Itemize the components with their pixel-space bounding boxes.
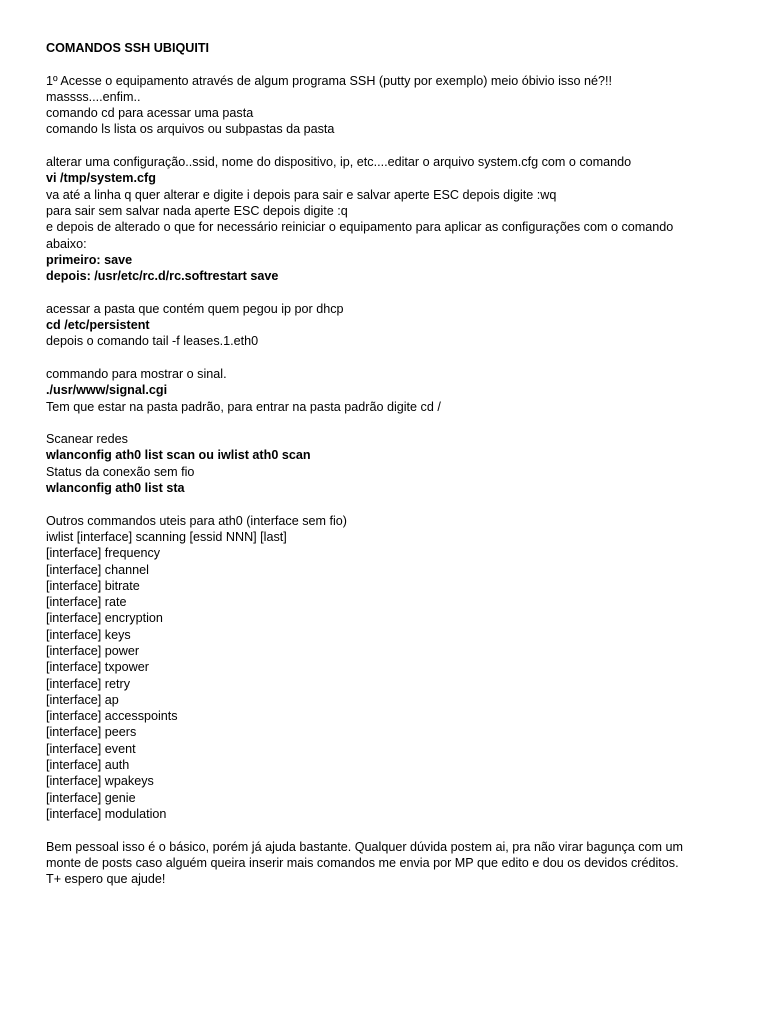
text-line: [interface] wpakeys <box>46 774 154 789</box>
document-title: COMANDOS SSH UBIQUITI <box>46 41 210 55</box>
text-line: [interface] keys <box>46 627 131 642</box>
text-line: acessar a pasta que contém quem pegou ip por dhcp <box>46 301 344 316</box>
command-line: vi /tmp/system.cfg <box>46 171 156 186</box>
text-line: [interface] rate <box>46 595 127 610</box>
text-line: 1º Acesse o equipamento através de algum programa SSH (putty por exemplo) meio óbivio isso né?!! <box>46 73 613 88</box>
text-line: [interface] power <box>46 643 140 658</box>
text-line: [interface] retry <box>46 676 130 691</box>
text-line: [interface] ap <box>46 692 119 707</box>
command-line: ./usr/www/signal.cgi <box>46 383 168 398</box>
text-line: iwlist [interface] scanning [essid NNN] [last] <box>46 529 287 544</box>
text-line: [interface] auth <box>46 758 130 773</box>
text-line: comando ls lista os arquivos ou subpastas da pasta <box>46 122 335 137</box>
paragraph-gap <box>46 56 746 72</box>
section-5 <box>46 431 746 496</box>
text-line: Tem que estar na pasta padrão, para entrar na pasta padrão digite cd / <box>46 399 441 414</box>
text-line: Bem pessoal isso é o básico, porém já ajuda bastante. Qualquer dúvida postem ai, pra não virar bagunça com um <box>46 839 684 854</box>
text-line: Status da conexão sem fio <box>46 464 195 479</box>
text-line: [interface] event <box>46 741 136 756</box>
text-line: [interface] channel <box>46 562 149 577</box>
text-line: monte de posts caso alguém queira inserir mais comandos me envia por MP que edito e dou os devidos créditos. <box>46 855 679 870</box>
section-7 <box>46 839 746 888</box>
section-3 <box>46 301 746 350</box>
command-line: depois: /usr/etc/rc.d/rc.softrestart save <box>46 269 279 284</box>
text-line: [interface] bitrate <box>46 578 140 593</box>
text-line: [interface] encryption <box>46 611 163 626</box>
document-page <box>46 40 746 887</box>
text-line: [interface] modulation <box>46 806 167 821</box>
text-line: Scanear redes <box>46 432 128 447</box>
text-line: para sair sem salvar nada aperte ESC depois digite :q <box>46 203 348 218</box>
section-4 <box>46 366 746 415</box>
text-line: alterar uma configuração..ssid, nome do dispositivo, ip, etc....editar o arquivo system.cfg com o comando <box>46 155 632 170</box>
text-line: T+ espero que ajude! <box>46 872 166 887</box>
text-line: abaixo: <box>46 236 87 251</box>
text-line: commando para mostrar o sinal. <box>46 366 227 381</box>
section-6 <box>46 513 746 823</box>
text-line: [interface] accesspoints <box>46 709 178 724</box>
text-line: [interface] peers <box>46 725 137 740</box>
text-line: massss....enfim.. <box>46 89 141 104</box>
text-line: comando cd para acessar uma pasta <box>46 106 254 121</box>
command-line: primeiro: save <box>46 252 133 267</box>
text-line: [interface] txpower <box>46 660 149 675</box>
text-line: [interface] frequency <box>46 546 161 561</box>
section-2 <box>46 154 746 284</box>
text-line: va até a linha q quer alterar e digite i depois para sair e salvar aperte ESC depois digite :wq <box>46 187 557 202</box>
text-line: Outros commandos uteis para ath0 (interface sem fio) <box>46 513 347 528</box>
command-line: wlanconfig ath0 list scan ou iwlist ath0 scan <box>46 448 311 463</box>
document-body <box>46 73 746 888</box>
command-line: cd /etc/persistent <box>46 318 150 333</box>
text-line: [interface] genie <box>46 790 136 805</box>
text-line: e depois de alterado o que for necessário reiniciar o equipamento para aplicar as configurações com o comando <box>46 220 674 235</box>
text-line: depois o comando tail -f leases.1.eth0 <box>46 334 259 349</box>
command-line: wlanconfig ath0 list sta <box>46 481 185 496</box>
section-1 <box>46 73 746 138</box>
